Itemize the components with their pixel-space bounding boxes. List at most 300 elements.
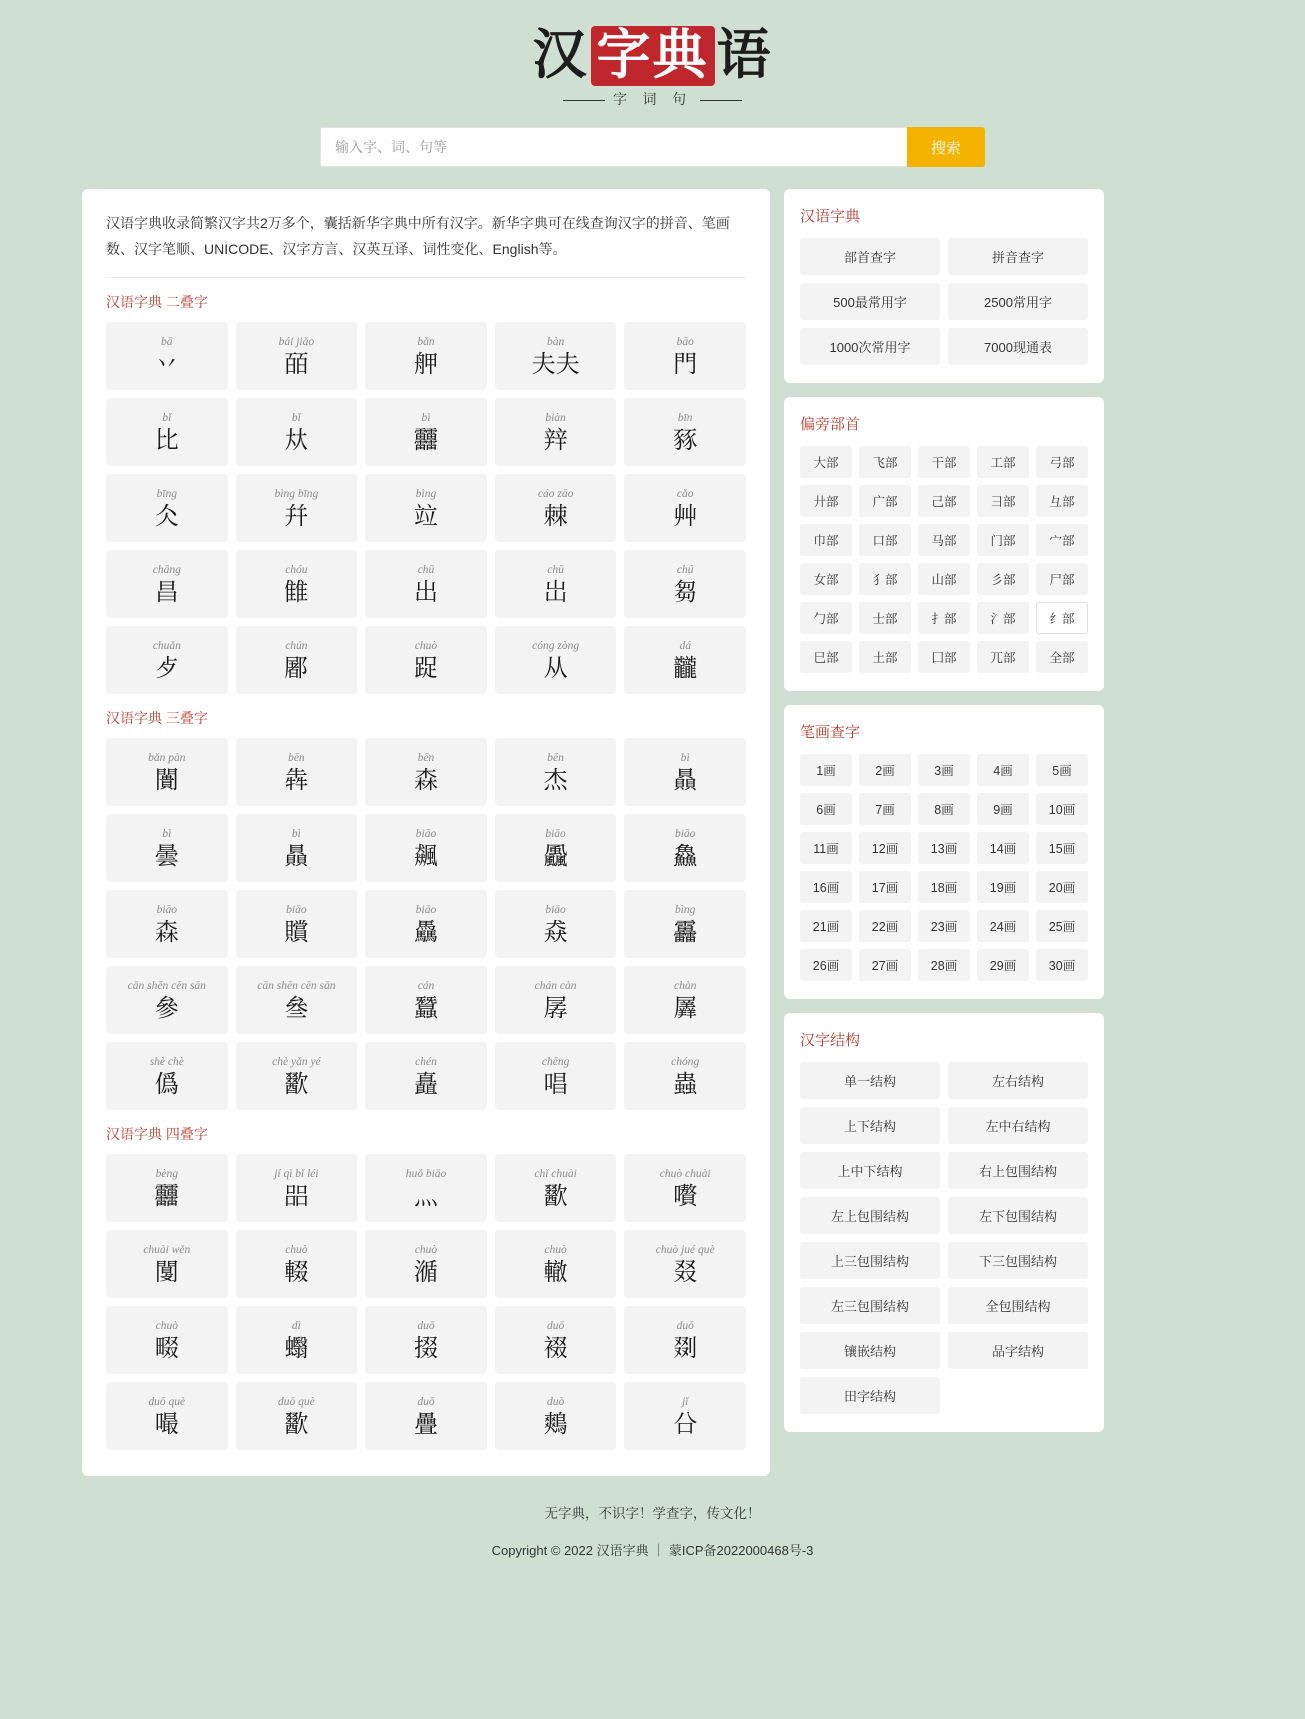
char-glyph: 疊 <box>413 1409 438 1438</box>
stroke-item[interactable]: 1画 <box>800 754 852 786</box>
dict-item[interactable]: 部首查字 <box>800 238 940 275</box>
char-glyph: 岀 <box>543 577 568 606</box>
char-glyph: 輟 <box>284 1257 309 1286</box>
dict-item[interactable]: 1000次常用字 <box>800 328 940 365</box>
rad-item[interactable]: 扌部 <box>918 602 970 634</box>
rad-item[interactable]: 囗部 <box>918 641 970 673</box>
char-cell[interactable] <box>106 966 228 1034</box>
section-title-prefix: 汉语字典 <box>106 293 162 310</box>
stroke-item[interactable]: 20画 <box>1036 871 1088 903</box>
char-cell[interactable] <box>106 1042 228 1110</box>
logo-subtitle <box>533 94 773 108</box>
rad-item[interactable]: 己部 <box>918 485 970 517</box>
rad-item[interactable]: 尸部 <box>1036 563 1088 595</box>
rad-item[interactable]: 巾部 <box>800 524 852 556</box>
char-cell[interactable] <box>236 814 358 882</box>
char-pinyin: chuò chuài <box>659 1167 711 1180</box>
rad-item[interactable]: 山部 <box>918 563 970 595</box>
char-pinyin: bēn <box>547 751 564 764</box>
char-pinyin: bìng <box>674 903 696 916</box>
char-glyph: 猋 <box>543 917 568 946</box>
char-pinyin: chū <box>547 563 564 576</box>
char-pinyin: bèng <box>155 1167 178 1180</box>
char-cell[interactable] <box>236 1230 358 1298</box>
rad-item[interactable]: 弓部 <box>1036 446 1088 478</box>
char-cell[interactable] <box>365 890 487 958</box>
char-cell[interactable] <box>106 738 228 806</box>
struct-item[interactable]: 全包围结构 <box>948 1287 1088 1324</box>
char-pinyin: biāo <box>545 827 566 840</box>
section-title-suffix: 二叠字 <box>162 293 208 310</box>
char-pinyin: chēng <box>541 1055 570 1068</box>
dict-item[interactable]: 2500常用字 <box>948 283 1088 320</box>
char-cell[interactable] <box>106 398 228 466</box>
rad-item[interactable]: 勹部 <box>800 602 852 634</box>
char-cell[interactable] <box>624 550 746 618</box>
char-pinyin: biāo <box>545 903 566 916</box>
stroke-item[interactable]: 10画 <box>1036 793 1088 825</box>
dict-item[interactable]: 拼音查字 <box>948 238 1088 275</box>
stroke-item[interactable]: 12画 <box>859 832 911 864</box>
structure-links <box>800 1062 1088 1414</box>
char-glyph: 从 <box>543 653 568 682</box>
rad-item[interactable]: 全部 <box>1036 641 1088 673</box>
rad-item[interactable]: 廾部 <box>800 485 852 517</box>
stroke-links <box>800 754 1088 981</box>
char-glyph: 歠 <box>543 1181 568 1210</box>
struct-item[interactable]: 左右结构 <box>948 1062 1088 1099</box>
section-title-suffix: 三叠字 <box>162 709 208 726</box>
section-title <box>106 1124 746 1144</box>
char-pinyin: bàn <box>546 335 565 348</box>
stroke-item[interactable]: 24画 <box>977 910 1029 942</box>
char-pinyin: biāo <box>415 827 437 840</box>
char-glyph: 豩 <box>673 425 698 454</box>
char-cell[interactable] <box>495 814 617 882</box>
stroke-item[interactable]: 21画 <box>800 910 852 942</box>
char-glyph: 夶 <box>284 425 309 454</box>
char-cell[interactable] <box>106 814 228 882</box>
char-pinyin: duō <box>546 1319 565 1332</box>
char-pinyin: chǐ chuài <box>534 1167 577 1180</box>
char-glyph: 參 <box>154 993 179 1022</box>
char-cell[interactable] <box>365 1154 487 1222</box>
char-glyph: 雔 <box>284 577 309 606</box>
char-cell[interactable] <box>106 550 228 618</box>
logo-subtitle-text: 字 词 句 <box>613 93 692 108</box>
rad-item[interactable]: 士部 <box>859 602 911 634</box>
char-pinyin: bā <box>161 335 173 348</box>
char-pinyin: bì <box>680 751 690 764</box>
char-pinyin: bāo <box>676 335 694 348</box>
rad-item[interactable]: 兀部 <box>977 641 1029 673</box>
char-glyph: 靐 <box>673 917 698 946</box>
char-cell[interactable] <box>365 1382 487 1450</box>
char-cell[interactable] <box>624 1154 746 1222</box>
char-pinyin: bīng <box>156 487 178 500</box>
struct-item[interactable]: 品字结构 <box>948 1332 1088 1369</box>
section-title <box>106 292 746 312</box>
struct-item[interactable]: 左中右结构 <box>948 1107 1088 1144</box>
struct-item[interactable]: 左上包围结构 <box>800 1197 940 1234</box>
char-glyph: 㕣 <box>673 1409 698 1438</box>
sidebar <box>784 189 1104 1432</box>
logo-char-right: 语 <box>716 25 773 85</box>
dict-item[interactable]: 500最常用字 <box>800 283 940 320</box>
search-button[interactable]: 搜索 <box>907 127 985 167</box>
rad-item[interactable]: 口部 <box>859 524 911 556</box>
char-cell[interactable] <box>106 1230 228 1298</box>
char-glyph: 棘 <box>543 501 568 530</box>
char-pinyin: bái jiǎo <box>278 335 315 348</box>
stroke-item[interactable]: 29画 <box>977 949 1029 981</box>
char-pinyin: chán càn <box>534 979 577 992</box>
stroke-item[interactable]: 11画 <box>800 832 852 864</box>
stroke-item[interactable]: 3画 <box>918 754 970 786</box>
logo-char-left: 汉 <box>532 25 589 85</box>
char-pinyin: chuò jué què <box>655 1243 715 1256</box>
char-cell[interactable] <box>236 738 358 806</box>
footer-copyright-text: Copyright © 2022 汉语字典 <box>491 1542 649 1558</box>
char-cell[interactable] <box>106 890 228 958</box>
stroke-item[interactable]: 18画 <box>918 871 970 903</box>
struct-item[interactable]: 田字结构 <box>800 1377 940 1414</box>
struct-item[interactable]: 单一结构 <box>800 1062 940 1099</box>
section-title <box>106 708 746 728</box>
rad-item[interactable]: 犭部 <box>859 563 911 595</box>
char-pinyin: chuài wěn <box>143 1243 191 1256</box>
stroke-item[interactable]: 30画 <box>1036 949 1088 981</box>
char-cell[interactable] <box>624 398 746 466</box>
char-cell[interactable] <box>365 474 487 542</box>
char-glyph: 轍 <box>543 1257 568 1286</box>
char-cell[interactable] <box>106 1154 228 1222</box>
char-glyph: 羼 <box>673 993 698 1022</box>
char-glyph: 昌 <box>154 577 179 606</box>
section-title-suffix: 四叠字 <box>162 1125 208 1142</box>
char-cell[interactable] <box>365 626 487 694</box>
char-cell[interactable] <box>236 966 358 1034</box>
rad-item[interactable]: 广部 <box>859 485 911 517</box>
stroke-item[interactable]: 27画 <box>859 949 911 981</box>
char-pinyin: bēn <box>417 751 435 764</box>
intro-text: 汉语字典收录简繁汉字共2万多个，囊括新华字典中所有汉字。新华字典可在线查询汉字的拼音、笔画数、汉字笔顺、UNICODE、汉字方言、汉英互译、词性变化、English等。 <box>106 215 730 257</box>
footer-separator: ｜ <box>652 1542 666 1558</box>
dictionary-links <box>800 238 1088 365</box>
panel-structure <box>784 1013 1104 1432</box>
char-cell[interactable] <box>495 966 617 1034</box>
rad-item[interactable]: 纟部 <box>1036 602 1088 634</box>
char-glyph: 闠 <box>154 765 179 794</box>
rad-item[interactable]: 巳部 <box>800 641 852 673</box>
rad-item[interactable]: 彐部 <box>977 485 1029 517</box>
stroke-item[interactable]: 5画 <box>1036 754 1088 786</box>
char-pinyin: chú <box>676 563 694 576</box>
char-glyph: 夫夫 <box>531 349 580 378</box>
panel-strokes <box>784 705 1104 999</box>
char-glyph: 叕 <box>673 1257 698 1286</box>
char-glyph: 芻 <box>673 577 698 606</box>
char-cell[interactable] <box>624 890 746 958</box>
char-cell[interactable] <box>624 1042 746 1110</box>
char-cell[interactable] <box>495 626 617 694</box>
section-title-prefix: 汉语字典 <box>106 1125 162 1142</box>
intro-divider <box>106 277 746 278</box>
stroke-item[interactable]: 15画 <box>1036 832 1088 864</box>
char-glyph: 曇 <box>154 841 179 870</box>
char-pinyin: biāo <box>156 903 178 916</box>
char-cell[interactable] <box>624 738 746 806</box>
dict-item[interactable]: 7000现通表 <box>948 328 1088 365</box>
stroke-item[interactable]: 19画 <box>977 871 1029 903</box>
char-glyph: 唱 <box>543 1069 568 1098</box>
radical-links <box>800 446 1088 673</box>
rad-item[interactable]: 土部 <box>859 641 911 673</box>
struct-item[interactable]: 上三包围结构 <box>800 1242 940 1279</box>
char-pinyin: biāo <box>415 903 437 916</box>
char-glyph: 鷞 <box>543 1409 568 1438</box>
char-glyph: 嚽 <box>673 1181 698 1210</box>
char-pinyin: chè yǎn yé <box>272 1055 321 1068</box>
char-pinyin: chóng <box>671 1055 700 1068</box>
stroke-item[interactable]: 14画 <box>977 832 1029 864</box>
char-glyph: 贔 <box>673 765 698 794</box>
char-cell[interactable] <box>365 1230 487 1298</box>
char-cell[interactable] <box>495 738 617 806</box>
char-glyph: 䨻 <box>154 1181 179 1210</box>
rad-item[interactable]: 氵部 <box>977 602 1029 634</box>
char-glyph: 畷 <box>154 1333 179 1362</box>
char-cell[interactable] <box>365 1042 487 1110</box>
char-glyph: 舺 <box>413 349 438 378</box>
char-cell[interactable] <box>236 1042 358 1110</box>
char-cell[interactable] <box>236 626 358 694</box>
char-glyph: 孱 <box>543 993 568 1022</box>
section-title-prefix: 汉语字典 <box>106 709 162 726</box>
char-pinyin: jǐ <box>681 1395 689 1408</box>
char-pinyin: biāo <box>286 903 307 916</box>
char-pinyin: cáo zāo <box>537 487 574 500</box>
rad-item[interactable]: 飞部 <box>859 446 911 478</box>
char-glyph: 森 <box>154 917 179 946</box>
stroke-item[interactable]: 26画 <box>800 949 852 981</box>
stroke-item[interactable]: 23画 <box>918 910 970 942</box>
char-cell[interactable] <box>365 322 487 390</box>
char-glyph: 叄 <box>284 993 309 1022</box>
rad-item[interactable]: 彡部 <box>977 563 1029 595</box>
stroke-item[interactable]: 4画 <box>977 754 1029 786</box>
char-cell[interactable] <box>365 814 487 882</box>
char-pinyin: cān shēn cēn sān <box>127 979 206 992</box>
rad-item[interactable]: 马部 <box>918 524 970 556</box>
rad-item[interactable]: 干部 <box>918 446 970 478</box>
char-pinyin: shè chè <box>149 1055 184 1068</box>
char-grid <box>106 1154 746 1450</box>
rad-item[interactable]: 工部 <box>977 446 1029 478</box>
logo-char-box: 字典 <box>591 26 715 86</box>
char-cell[interactable] <box>495 550 617 618</box>
char-cell[interactable] <box>365 1306 487 1374</box>
char-cell[interactable] <box>236 322 358 390</box>
rad-item[interactable]: 大部 <box>800 446 852 478</box>
stroke-item[interactable]: 22画 <box>859 910 911 942</box>
logo-rule-right <box>700 100 742 101</box>
char-pinyin: dì <box>291 1319 301 1332</box>
stroke-item[interactable]: 9画 <box>977 793 1029 825</box>
char-list-panel <box>82 189 770 1476</box>
char-glyph: 歠 <box>284 1069 309 1098</box>
char-glyph: 䨻 <box>413 425 438 454</box>
char-pinyin: bǐ <box>162 411 172 424</box>
struct-item[interactable]: 左下包围结构 <box>948 1197 1088 1234</box>
char-cell[interactable] <box>624 1382 746 1450</box>
char-cell[interactable] <box>365 966 487 1034</box>
char-glyph: 比 <box>154 425 179 454</box>
char-pinyin: duō què <box>148 1395 186 1408</box>
site-logo[interactable] <box>0 0 1305 123</box>
char-pinyin: cóng zòng <box>532 639 580 652</box>
char-glyph: 贘 <box>284 917 309 946</box>
char-pinyin: chuò <box>414 1243 438 1256</box>
stroke-item[interactable]: 28画 <box>918 949 970 981</box>
char-cell[interactable] <box>365 738 487 806</box>
char-pinyin: chuò <box>285 1243 308 1256</box>
char-pinyin: cǎo <box>676 487 694 500</box>
char-pinyin: chuò <box>544 1243 567 1256</box>
search-input[interactable] <box>320 127 907 167</box>
footer <box>0 1476 1305 1569</box>
char-cell[interactable] <box>365 550 487 618</box>
char-glyph: 森 <box>413 765 438 794</box>
char-glyph: 蠮 <box>284 1333 309 1362</box>
char-glyph: 蟲 <box>673 1069 698 1098</box>
char-glyph: 犇 <box>284 765 309 794</box>
stroke-item[interactable]: 7画 <box>859 793 911 825</box>
char-pinyin: chuò <box>414 639 438 652</box>
char-cell[interactable] <box>624 1306 746 1374</box>
char-glyph: 飆 <box>413 841 438 870</box>
stroke-item[interactable]: 2画 <box>859 754 911 786</box>
struct-item[interactable]: 上中下结构 <box>800 1152 940 1189</box>
char-cell[interactable] <box>624 474 746 542</box>
struct-item[interactable]: 左三包围结构 <box>800 1287 940 1324</box>
char-pinyin: biàn <box>545 411 566 424</box>
panel-dictionary-title: 汉语字典 <box>800 208 861 225</box>
char-pinyin: bīn <box>677 411 693 424</box>
char-cell[interactable] <box>495 1230 617 1298</box>
char-pinyin: huǒ biāo <box>405 1167 447 1180</box>
char-pinyin: cān shēn cēn sān <box>257 979 336 992</box>
char-cell[interactable] <box>624 966 746 1034</box>
stroke-item[interactable]: 25画 <box>1036 910 1088 942</box>
char-glyph: 竝 <box>413 501 438 530</box>
char-cell[interactable] <box>236 550 358 618</box>
struct-item[interactable]: 下三包围结构 <box>948 1242 1088 1279</box>
logo-rule-left <box>563 100 605 101</box>
stroke-item[interactable]: 17画 <box>859 871 911 903</box>
char-glyph: 辡 <box>543 425 568 454</box>
char-cell[interactable] <box>106 474 228 542</box>
char-cell[interactable] <box>495 1306 617 1374</box>
stroke-item[interactable]: 13画 <box>918 832 970 864</box>
rad-item[interactable]: 女部 <box>800 563 852 595</box>
char-glyph: 掇 <box>413 1333 438 1362</box>
stroke-item[interactable]: 16画 <box>800 871 852 903</box>
char-pinyin: chuò <box>155 1319 178 1332</box>
logo-main-text <box>533 26 773 86</box>
char-cell[interactable] <box>365 398 487 466</box>
char-glyph: 踀 <box>413 653 438 682</box>
char-pinyin: chuǎn <box>152 639 181 652</box>
char-cell[interactable] <box>495 1154 617 1222</box>
logo-graphic <box>533 26 773 108</box>
char-glyph: 門 <box>673 349 698 378</box>
char-glyph: 仌 <box>154 501 179 530</box>
rad-item[interactable]: 门部 <box>977 524 1029 556</box>
char-cell[interactable] <box>236 474 358 542</box>
char-pinyin: duō <box>417 1395 435 1408</box>
char-cell[interactable] <box>624 322 746 390</box>
char-cell[interactable] <box>106 1382 228 1450</box>
char-pinyin: duō què <box>278 1395 315 1408</box>
char-glyph: 剟 <box>673 1333 698 1362</box>
char-glyph: 蠶 <box>413 993 438 1022</box>
char-cell[interactable] <box>495 398 617 466</box>
search-bar <box>320 127 985 167</box>
char-cell[interactable] <box>106 322 228 390</box>
char-cell[interactable] <box>236 1154 358 1222</box>
char-pinyin: chāng <box>152 563 181 576</box>
char-cell[interactable] <box>495 1382 617 1450</box>
char-cell[interactable] <box>106 626 228 694</box>
char-cell[interactable] <box>236 1306 358 1374</box>
char-cell[interactable] <box>236 890 358 958</box>
char-glyph: 贔 <box>284 841 309 870</box>
char-glyph: 杰 <box>543 765 568 794</box>
char-cell[interactable] <box>236 1382 358 1450</box>
panel-dictionary <box>784 189 1104 383</box>
stroke-item[interactable]: 6画 <box>800 793 852 825</box>
rad-item[interactable]: 宀部 <box>1036 524 1088 556</box>
char-cell[interactable] <box>495 474 617 542</box>
char-cell[interactable] <box>624 626 746 694</box>
struct-item[interactable]: 右上包围结构 <box>948 1152 1088 1189</box>
char-pinyin: jí qì bǐ léi <box>274 1167 319 1180</box>
char-glyph: 㵌 <box>413 1257 438 1286</box>
footer-copyright <box>0 1540 1305 1559</box>
char-pinyin: biāo <box>674 827 696 840</box>
char-pinyin: cán <box>417 979 435 992</box>
char-pinyin: chàn <box>674 979 697 992</box>
char-pinyin: bìng <box>415 487 437 500</box>
char-cell[interactable] <box>495 890 617 958</box>
stroke-item[interactable]: 8画 <box>918 793 970 825</box>
char-cell[interactable] <box>236 398 358 466</box>
struct-item[interactable]: 镶嵌结构 <box>800 1332 940 1369</box>
struct-item[interactable]: 上下结构 <box>800 1107 940 1144</box>
char-cell[interactable] <box>106 1306 228 1374</box>
footer-icp-link[interactable]: 蒙ICP备2022000468号-3 <box>668 1542 814 1558</box>
char-pinyin: duò <box>546 1395 565 1408</box>
char-glyph: 歺 <box>154 653 179 682</box>
char-cell[interactable] <box>495 322 617 390</box>
char-cell[interactable] <box>624 1230 746 1298</box>
rad-item[interactable]: 彑部 <box>1036 485 1088 517</box>
char-pinyin: chún <box>285 639 308 652</box>
char-cell[interactable] <box>624 814 746 882</box>
char-pinyin: bǎn pàn <box>148 751 186 764</box>
char-cell[interactable] <box>495 1042 617 1110</box>
